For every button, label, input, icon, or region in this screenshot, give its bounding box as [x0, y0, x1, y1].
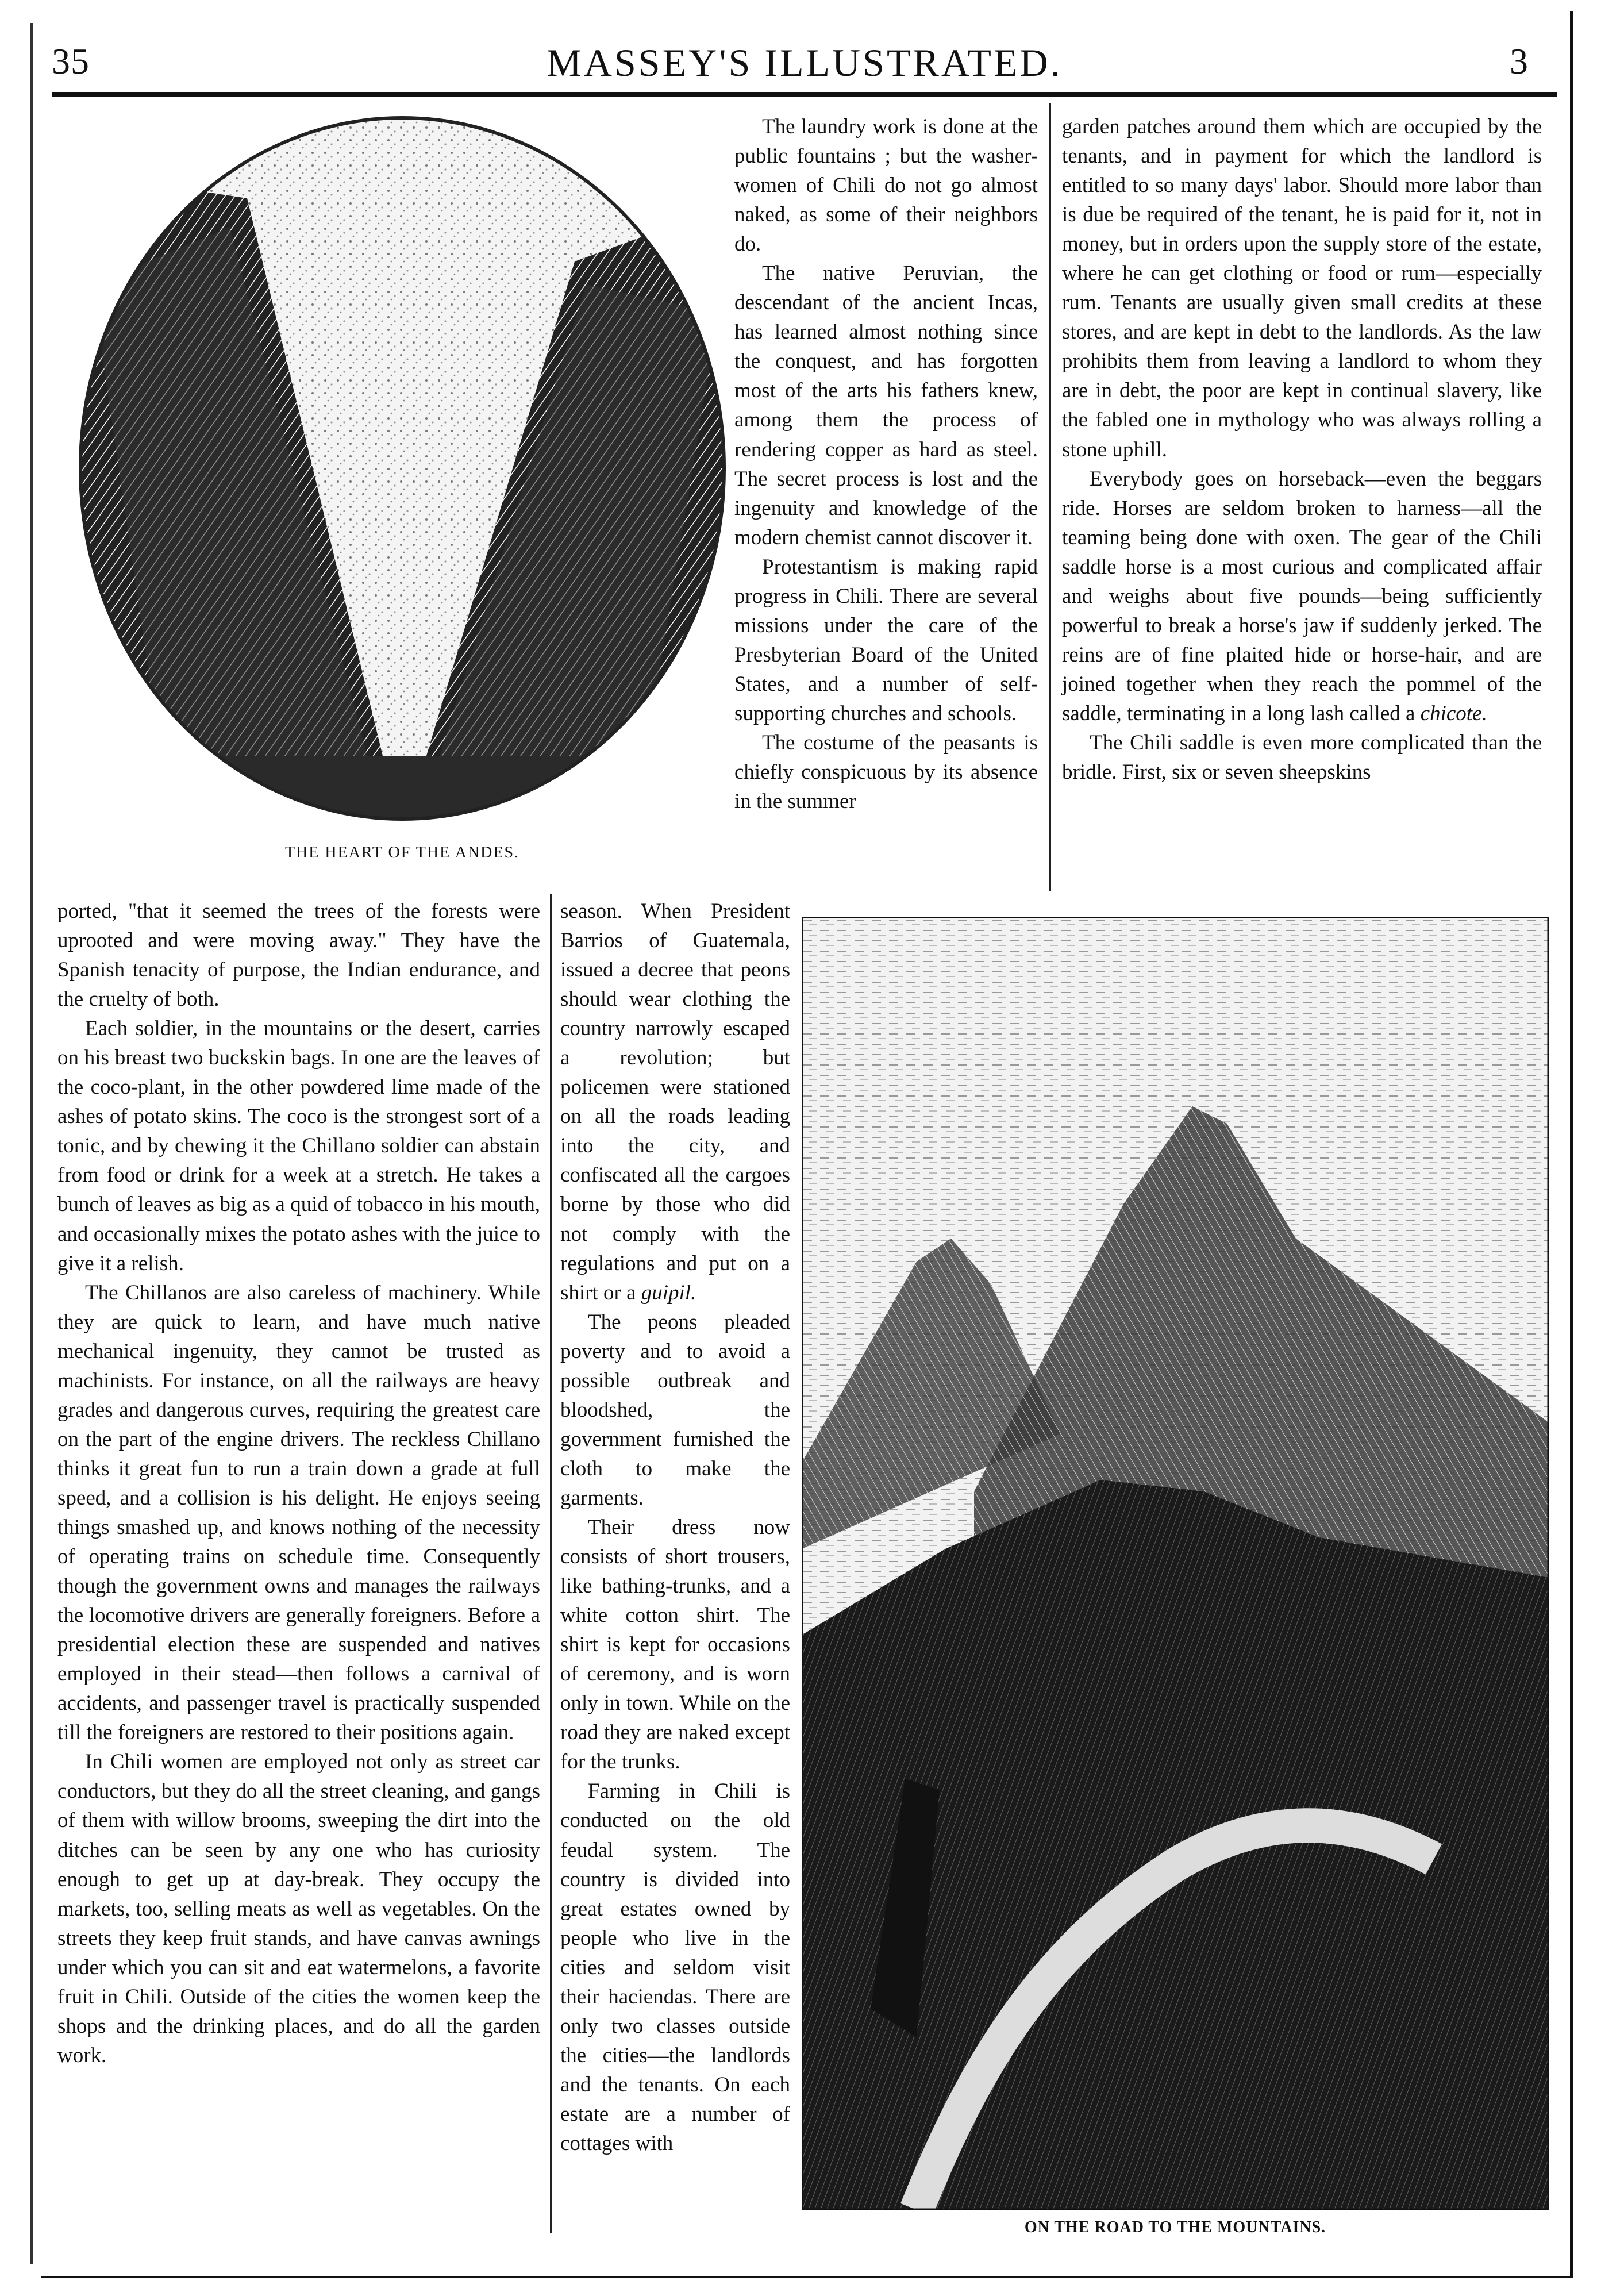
paragraph: In Chili women are employed not only as street car conductors, but they do all the street cleaning, and gangs of them with willow brooms, sweeping the dirt into the ditches can be seen by any one who has curiosity enough to get up at day-break. They occupy the markets, too, selling meats as well as vegetables. On the streets they keep fruit stands, and have canvas awnings under which you can sit and eat watermelons, a favorite fruit in Chili. Outside of the cities the women keep the shops and the drinking places, and do all the garden work. [57, 1750, 540, 2067]
italic-term: guipil. [641, 1280, 696, 1305]
mountain-road-illustration [802, 917, 1549, 2210]
paragraph: The peons pleaded poverty and to avoid a possible outbreak and bloodshed, the government furnished the cloth to make the garments. [560, 1310, 790, 1510]
road-caption: ON THE ROAD TO THE MOUNTAINS. [1024, 2218, 1326, 2236]
paragraph-text: season. When President Barrios of Guatemala, issued a decree that peons should wear clothing the country narrowly escaped a revolution; but policemen were stationed on all the roads leading into the city, and confiscated all the cargoes borne by those who did not comply with the regulations and put on a shirt or a [560, 899, 790, 1305]
column-rule [550, 894, 552, 2233]
column-left-bottom [57, 897, 540, 2070]
paragraph: garden patches around them which are occupied by the tenants, and in payment for which the landlord is entitled to so many days' labor. Should more labor than is due be required of the tenant, he is paid for it, not in money, but in orders upon the supply store of the estate, where he can get clothing or food or rum—especially rum. Tenants are usually given small credits at these stores, and are kept in debt to the landlords. As the law prohibits them from leaving a landlord to whom they are in debt, the poor are kept in continual slavery, like the fabled one in mythology who was always rolling a stone uphill. [1062, 115, 1542, 462]
masthead-title: MASSEY'S ILLUSTRATED. [547, 41, 1063, 84]
andes-illustration [57, 112, 747, 836]
column-rule [1049, 103, 1051, 891]
paragraph: The Chili saddle is even more complicated than the bridle. First, six or seven sheepskins [1062, 730, 1542, 784]
paragraph: Farming in Chili is conducted on the old feudal system. The country is divided into great estates owned by people who live in the cities and seldom visit their haciendas. There are only two classes outside the cities—the landlords and the tenants. On each estate are a number of cottages with [560, 1779, 790, 2155]
paragraph [1062, 464, 1542, 728]
paragraph: Their dress now consists of short trousers, like bathing-trunks, and a white cotton shirt. The shirt is kept for occasions of ceremony, and is worn only in town. While on the road they are naked except for the trunks. [560, 1515, 790, 1774]
paragraph: The Chillanos are also careless of machinery. While they are quick to learn, and have much native mechanical ingenuity, they cannot be trusted as machinists. For instance, on all the railways are heavy grades and dangerous curves, requiring the greatest care on the part of the engine drivers. The reckless Chillano thinks it great fun to run a train down a grade at full speed, and a collision is his delight. He enjoys seeing things smashed up, and knows nothing of the necessity of operating trains on schedule time. Consequently though the government owns and manages the railways the locomotive drivers are generally foreigners. Before a presidential election these are suspended and natives employed in their stead—then follows a carnival of accidents, and passenger travel is practically suspended till the foreigners are restored to their positions again. [57, 1280, 540, 1745]
column-middle-top [734, 112, 1038, 816]
paragraph [560, 897, 790, 1307]
paragraph: The native Peruvian, the descendant of the ancient Incas, has learned almost nothing since the conquest, and has forgotten most of the arts his fathers knew, among them the process of rendering copper as hard as steel. The secret process is lost and the ingenuity and knowledge of the modern chemist cannot discover it. [734, 261, 1038, 549]
paragraph: The costume of the peasants is chiefly conspicuous by its absence in the summer [734, 730, 1038, 814]
paragraph: The laundry work is done at the public fountains ; but the washer-women of Chili do not go almost naked, as some of their neighbors do. [734, 115, 1038, 256]
binding-rule [30, 23, 33, 2264]
page-number-right: 3 [1510, 41, 1529, 82]
andes-caption: THE HEART OF THE ANDES. [284, 844, 520, 862]
paragraph: Each soldier, in the mountains or the desert, carries on his breast two buckskin bags. In one are the leaves of the coco-plant, in the other powdered lime made of the ashes of potato skins. The coco is the strongest sort of a tonic, and by chewing it the Chillano soldier can abstain from food or drink for a week at a stretch. He takes a bunch of leaves as big as a quid of tobacco in his mouth, and occasionally mixes the potato ashes with the juice to give it a relish. [57, 1017, 540, 1275]
page-header [52, 34, 1557, 92]
italic-term: chicote. [1420, 701, 1487, 725]
paragraph: Protestantism is making rapid progress in Chili. There are several missions under the care of the Presbyterian Board of the United States, and a number of self-supporting churches and schools. [734, 555, 1038, 725]
page-number-left: 35 [52, 41, 90, 82]
column-middle-bottom [560, 897, 790, 2158]
header-rule [52, 92, 1557, 97]
column-right-top [1062, 112, 1542, 787]
paragraph-text: Everybody goes on horseback—even the beggars ride. Horses are seldom broken to harness—all the teaming being done with oxen. The gear of the Chili saddle horse is a most curious and complicated affair and weighs about five pounds—being sufficiently powerful to break a horse's jaw if suddenly jerked. The reins are of fine plaited hide or horse-hair, and are joined together when they reach the pommel of the saddle, terminating in a long lash called a [1062, 467, 1542, 725]
paragraph: ported, "that it seemed the trees of the forests were uprooted and were moving away." They have the Spanish tenacity of purpose, the Indian endurance, and the cruelty of both. [57, 899, 540, 1012]
